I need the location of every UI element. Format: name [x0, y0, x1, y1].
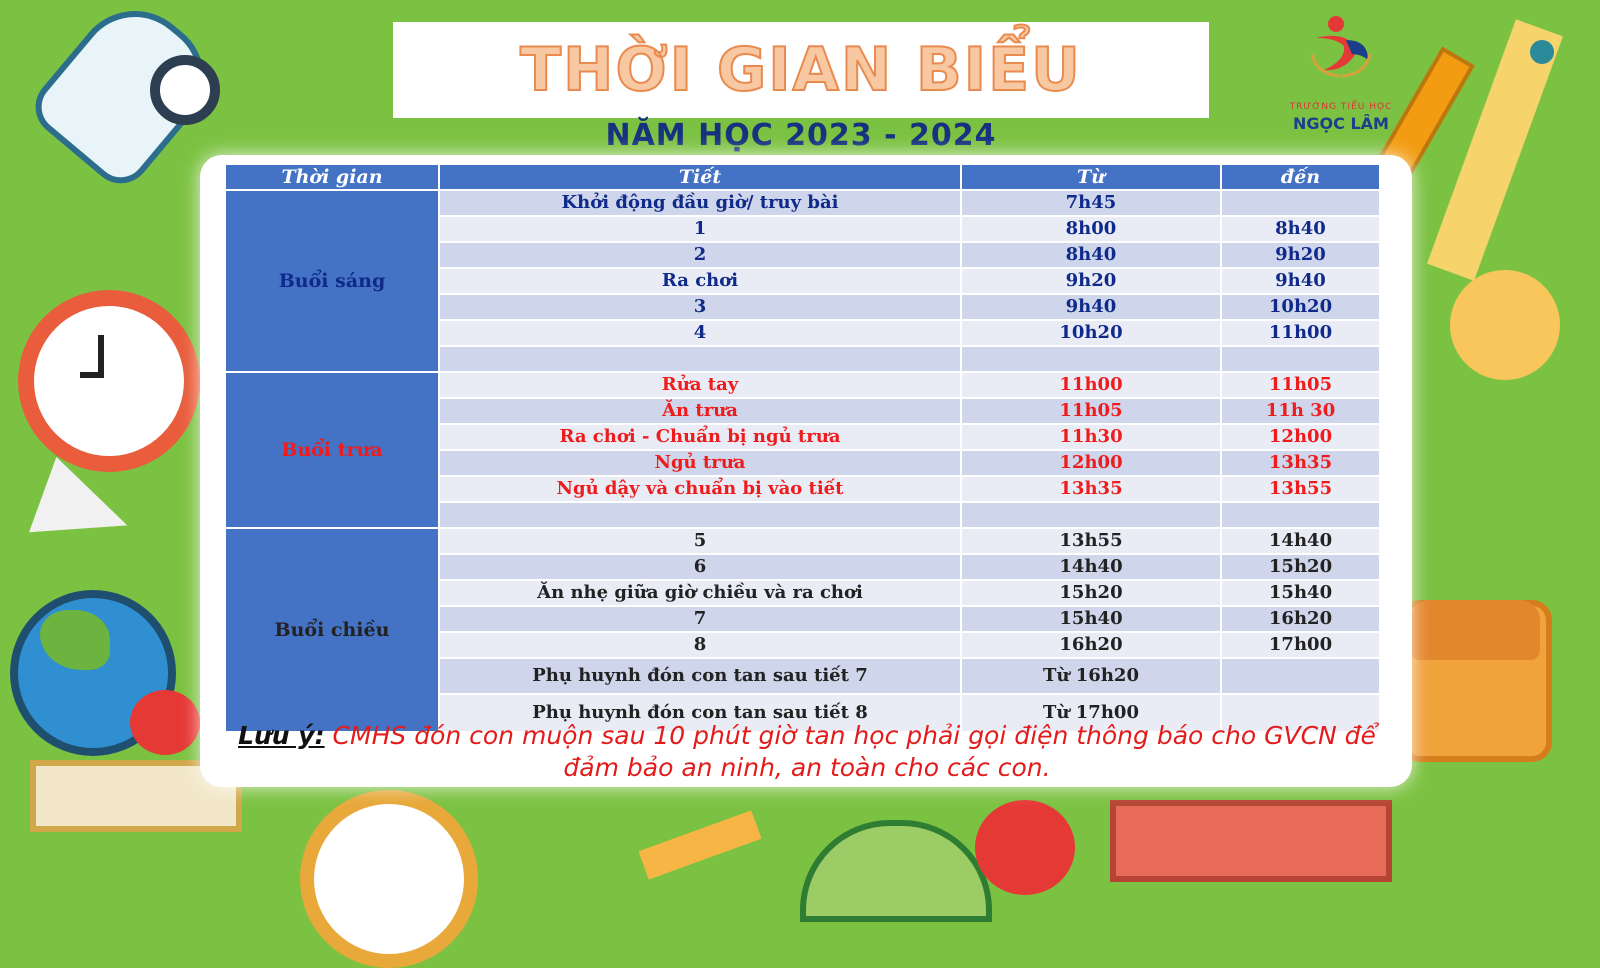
period-cell: Rửa tay [439, 372, 961, 398]
header-from: Từ [961, 164, 1221, 190]
logo-school-name: NGỌC LÂM [1293, 114, 1389, 133]
to-cell: 11h05 [1221, 372, 1380, 398]
clock-hand [98, 335, 104, 375]
from-cell: 11h00 [961, 372, 1221, 398]
table-header-row [225, 164, 1380, 190]
period-cell: Khởi động đầu giờ/ truy bài [439, 190, 961, 216]
period-cell: 8 [439, 632, 961, 658]
period-cell: 1 [439, 216, 961, 242]
to-cell [1221, 502, 1380, 528]
paint-brush-illustration [1530, 40, 1554, 64]
from-cell: 12h00 [961, 450, 1221, 476]
session-afternoon: Buổi chiều [225, 528, 439, 732]
to-cell [1221, 658, 1380, 694]
to-cell: 13h35 [1221, 450, 1380, 476]
session-morning: Buổi sáng [225, 190, 439, 372]
to-cell: 17h00 [1221, 632, 1380, 658]
period-cell [439, 346, 961, 372]
to-cell: 16h20 [1221, 606, 1380, 632]
to-cell: 8h40 [1221, 216, 1380, 242]
period-cell: Ra chơi - Chuẩn bị ngủ trưa [439, 424, 961, 450]
header-time: Thời gian [225, 164, 439, 190]
logo-school-type: TRƯỜNG TIỂU HỌC [1289, 102, 1393, 112]
from-cell: 11h30 [961, 424, 1221, 450]
period-cell [439, 502, 961, 528]
alarm-clock-illustration [18, 290, 200, 472]
from-cell [961, 502, 1221, 528]
from-cell: 9h20 [961, 268, 1221, 294]
to-cell: 12h00 [1221, 424, 1380, 450]
note [212, 720, 1402, 784]
to-cell: 15h40 [1221, 580, 1380, 606]
page-title: THỜI GIAN BIỂU [520, 35, 1082, 105]
paper-plane-illustration [29, 457, 141, 563]
note-label: Lưu ý: [238, 721, 325, 750]
pencil-illustration [638, 810, 761, 879]
school-bag-flap-illustration [1410, 600, 1540, 660]
note-text: CMHS đón con muộn sau 10 phút giờ tan học phải gọi điện thông báo cho GVCN để đảm bảo an ninh, an toàn cho các con. [332, 721, 1376, 782]
period-cell: Ra chơi [439, 268, 961, 294]
period-cell: Ăn trưa [439, 398, 961, 424]
books-illustration [1110, 800, 1392, 882]
to-cell: 15h20 [1221, 554, 1380, 580]
apple-illustration [130, 690, 200, 755]
from-cell: 8h00 [961, 216, 1221, 242]
to-cell: 10h20 [1221, 294, 1380, 320]
from-cell: 13h55 [961, 528, 1221, 554]
period-cell: 4 [439, 320, 961, 346]
period-cell: 2 [439, 242, 961, 268]
to-cell: 13h55 [1221, 476, 1380, 502]
from-cell: 10h20 [961, 320, 1221, 346]
from-cell: 11h05 [961, 398, 1221, 424]
protractor-illustration [800, 820, 992, 922]
period-cell: 6 [439, 554, 961, 580]
from-cell: 16h20 [961, 632, 1221, 658]
alarm-clock-illustration [300, 790, 478, 968]
to-cell: 9h20 [1221, 242, 1380, 268]
session-noon: Buổi trưa [225, 372, 439, 528]
from-cell: 15h20 [961, 580, 1221, 606]
to-cell: 11h00 [1221, 320, 1380, 346]
header-to: đến [1221, 164, 1380, 190]
from-cell: Từ 16h20 [961, 658, 1221, 694]
table-row [225, 528, 1380, 554]
header-period: Tiết [439, 164, 961, 190]
from-cell: 13h35 [961, 476, 1221, 502]
table-row [225, 190, 1380, 216]
period-cell: Phụ huynh đón con tan sau tiết 8 [439, 694, 961, 732]
to-cell: 9h40 [1221, 268, 1380, 294]
from-cell: 15h40 [961, 606, 1221, 632]
period-cell: Ăn nhẹ giữa giờ chiều và ra chơi [439, 580, 961, 606]
period-cell: 5 [439, 528, 961, 554]
from-cell: 14h40 [961, 554, 1221, 580]
period-cell: Ngủ trưa [439, 450, 961, 476]
from-cell: 9h40 [961, 294, 1221, 320]
to-cell: 14h40 [1221, 528, 1380, 554]
title-banner [393, 22, 1209, 118]
period-cell: Ngủ dậy và chuẩn bị vào tiết [439, 476, 961, 502]
schedule-table [224, 163, 1381, 733]
to-cell [1221, 346, 1380, 372]
school-logo [1266, 6, 1416, 131]
period-cell: 3 [439, 294, 961, 320]
table-row [225, 372, 1380, 398]
from-cell: 7h45 [961, 190, 1221, 216]
to-cell [1221, 190, 1380, 216]
period-cell: Phụ huynh đón con tan sau tiết 7 [439, 658, 961, 694]
to-cell: 11h 30 [1221, 398, 1380, 424]
school-logo-icon [1306, 10, 1376, 80]
from-cell [961, 346, 1221, 372]
clock-hand [80, 372, 104, 378]
from-cell: 8h40 [961, 242, 1221, 268]
school-year-subtitle: NĂM HỌC 2023 - 2024 [605, 118, 997, 153]
apple-illustration [975, 800, 1075, 895]
period-cell: 7 [439, 606, 961, 632]
light-bulb-illustration [1450, 270, 1560, 380]
rocket-window-illustration [150, 55, 220, 125]
from-cell: Từ 17h00 [961, 694, 1221, 732]
